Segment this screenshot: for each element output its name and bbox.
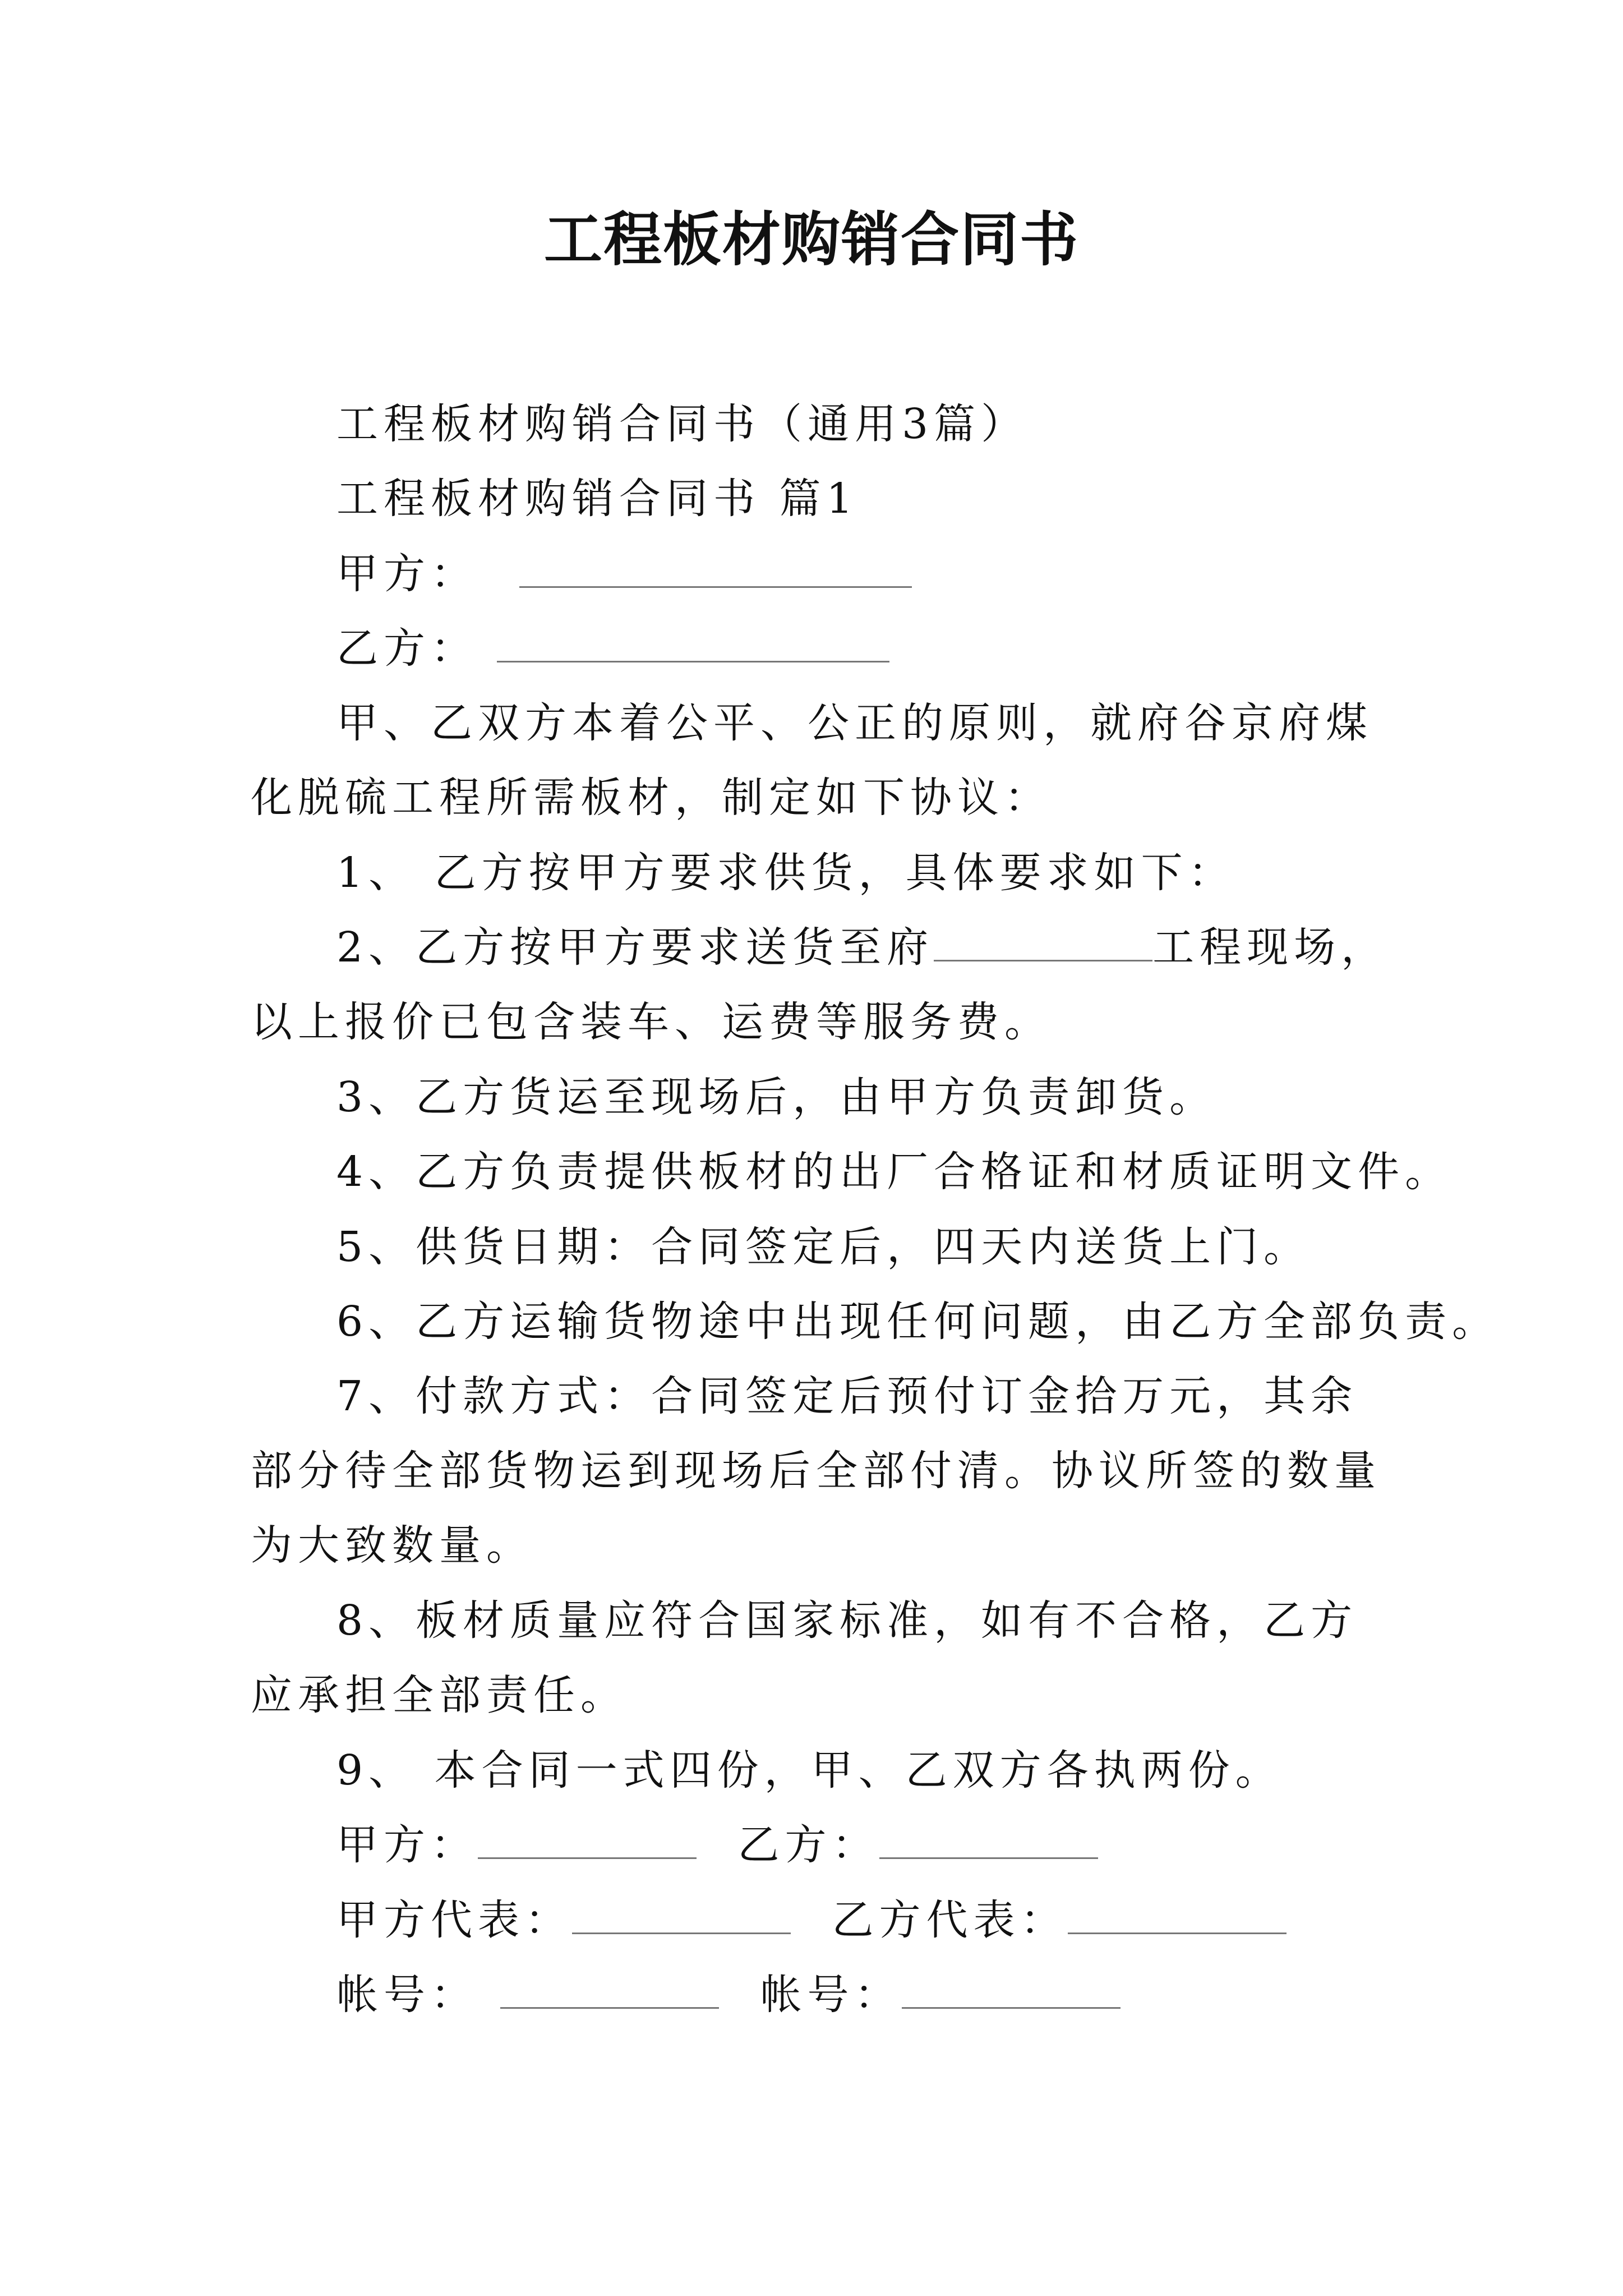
document-title: 工程板材购销合同书 [543, 205, 1079, 274]
item-2-part-1: 2、乙方按甲方要求送货至府 [336, 923, 934, 972]
party-b-label: 乙方： [336, 624, 478, 673]
account-line [336, 1958, 1121, 2032]
item-1: 1、 乙方按甲方要求供货，具体要求如下： [336, 849, 1235, 897]
account-a-blank[interactable] [500, 1968, 719, 2009]
party-b-blank[interactable] [497, 622, 889, 662]
item-3: 3、乙方货运至现场后，由甲方负责卸货。 [336, 1073, 1217, 1121]
rep-party-b-label: 乙方代表： [832, 1896, 1068, 1944]
item-2-part-2: 工程现场，以上报价已包含装车、运费等服务费。 [251, 923, 1389, 1046]
item-2-blank[interactable] [934, 921, 1152, 961]
sign-party-a-label: 甲方： [336, 1821, 478, 1869]
item-6: 6、乙方运输货物途中出现任何问题，由乙方全部负责。 [336, 1297, 1500, 1346]
party-a-label: 甲方： [336, 550, 478, 598]
section-heading: 工程板材购销合同书 篇1 [336, 475, 859, 523]
document-subtitle: 工程板材购销合同书（通用3篇） [336, 400, 1029, 448]
item-4: 4、乙方负责提供板材的出厂合格证和材质证明文件。 [336, 1148, 1453, 1196]
party-a-blank[interactable] [519, 547, 912, 588]
item-2 [251, 910, 1395, 1060]
account-a-label: 帐号： [336, 1971, 478, 2019]
account-b-blank[interactable] [902, 1968, 1121, 2009]
item-8: 8、板材质量应符合国家标准，如有不合格，乙方应承担全部责任。 [251, 1596, 1358, 1719]
sign-party-b-blank[interactable] [879, 1818, 1098, 1859]
intro-paragraph: 甲、乙双方本着公平、公正的原则，就府谷京府煤化脱硫工程所需板材，制定如下协议： [251, 699, 1373, 822]
item-5: 5、供货日期：合同签定后，四天内送货上门。 [336, 1223, 1311, 1271]
sign-party-b-label: 乙方： [737, 1821, 879, 1869]
account-b-label: 帐号： [760, 1971, 902, 2019]
party-a-line [336, 537, 912, 611]
sign-party-a-blank[interactable] [478, 1818, 697, 1859]
rep-party-a-label: 甲方代表： [336, 1896, 572, 1944]
signature-line [336, 1808, 1098, 1883]
representative-line [336, 1883, 1287, 1958]
rep-party-b-blank[interactable] [1068, 1893, 1287, 1934]
item-9: 9、 本合同一式四份，甲、乙双方各执两份。 [336, 1746, 1283, 1795]
item-7: 7、付款方式：合同签定后预付订金拾万元，其余部分待全部货物运到现场后全部付清。协议所签的数量为大致数量。 [251, 1372, 1381, 1570]
rep-party-a-blank[interactable] [572, 1893, 791, 1934]
party-b-line [336, 611, 889, 686]
